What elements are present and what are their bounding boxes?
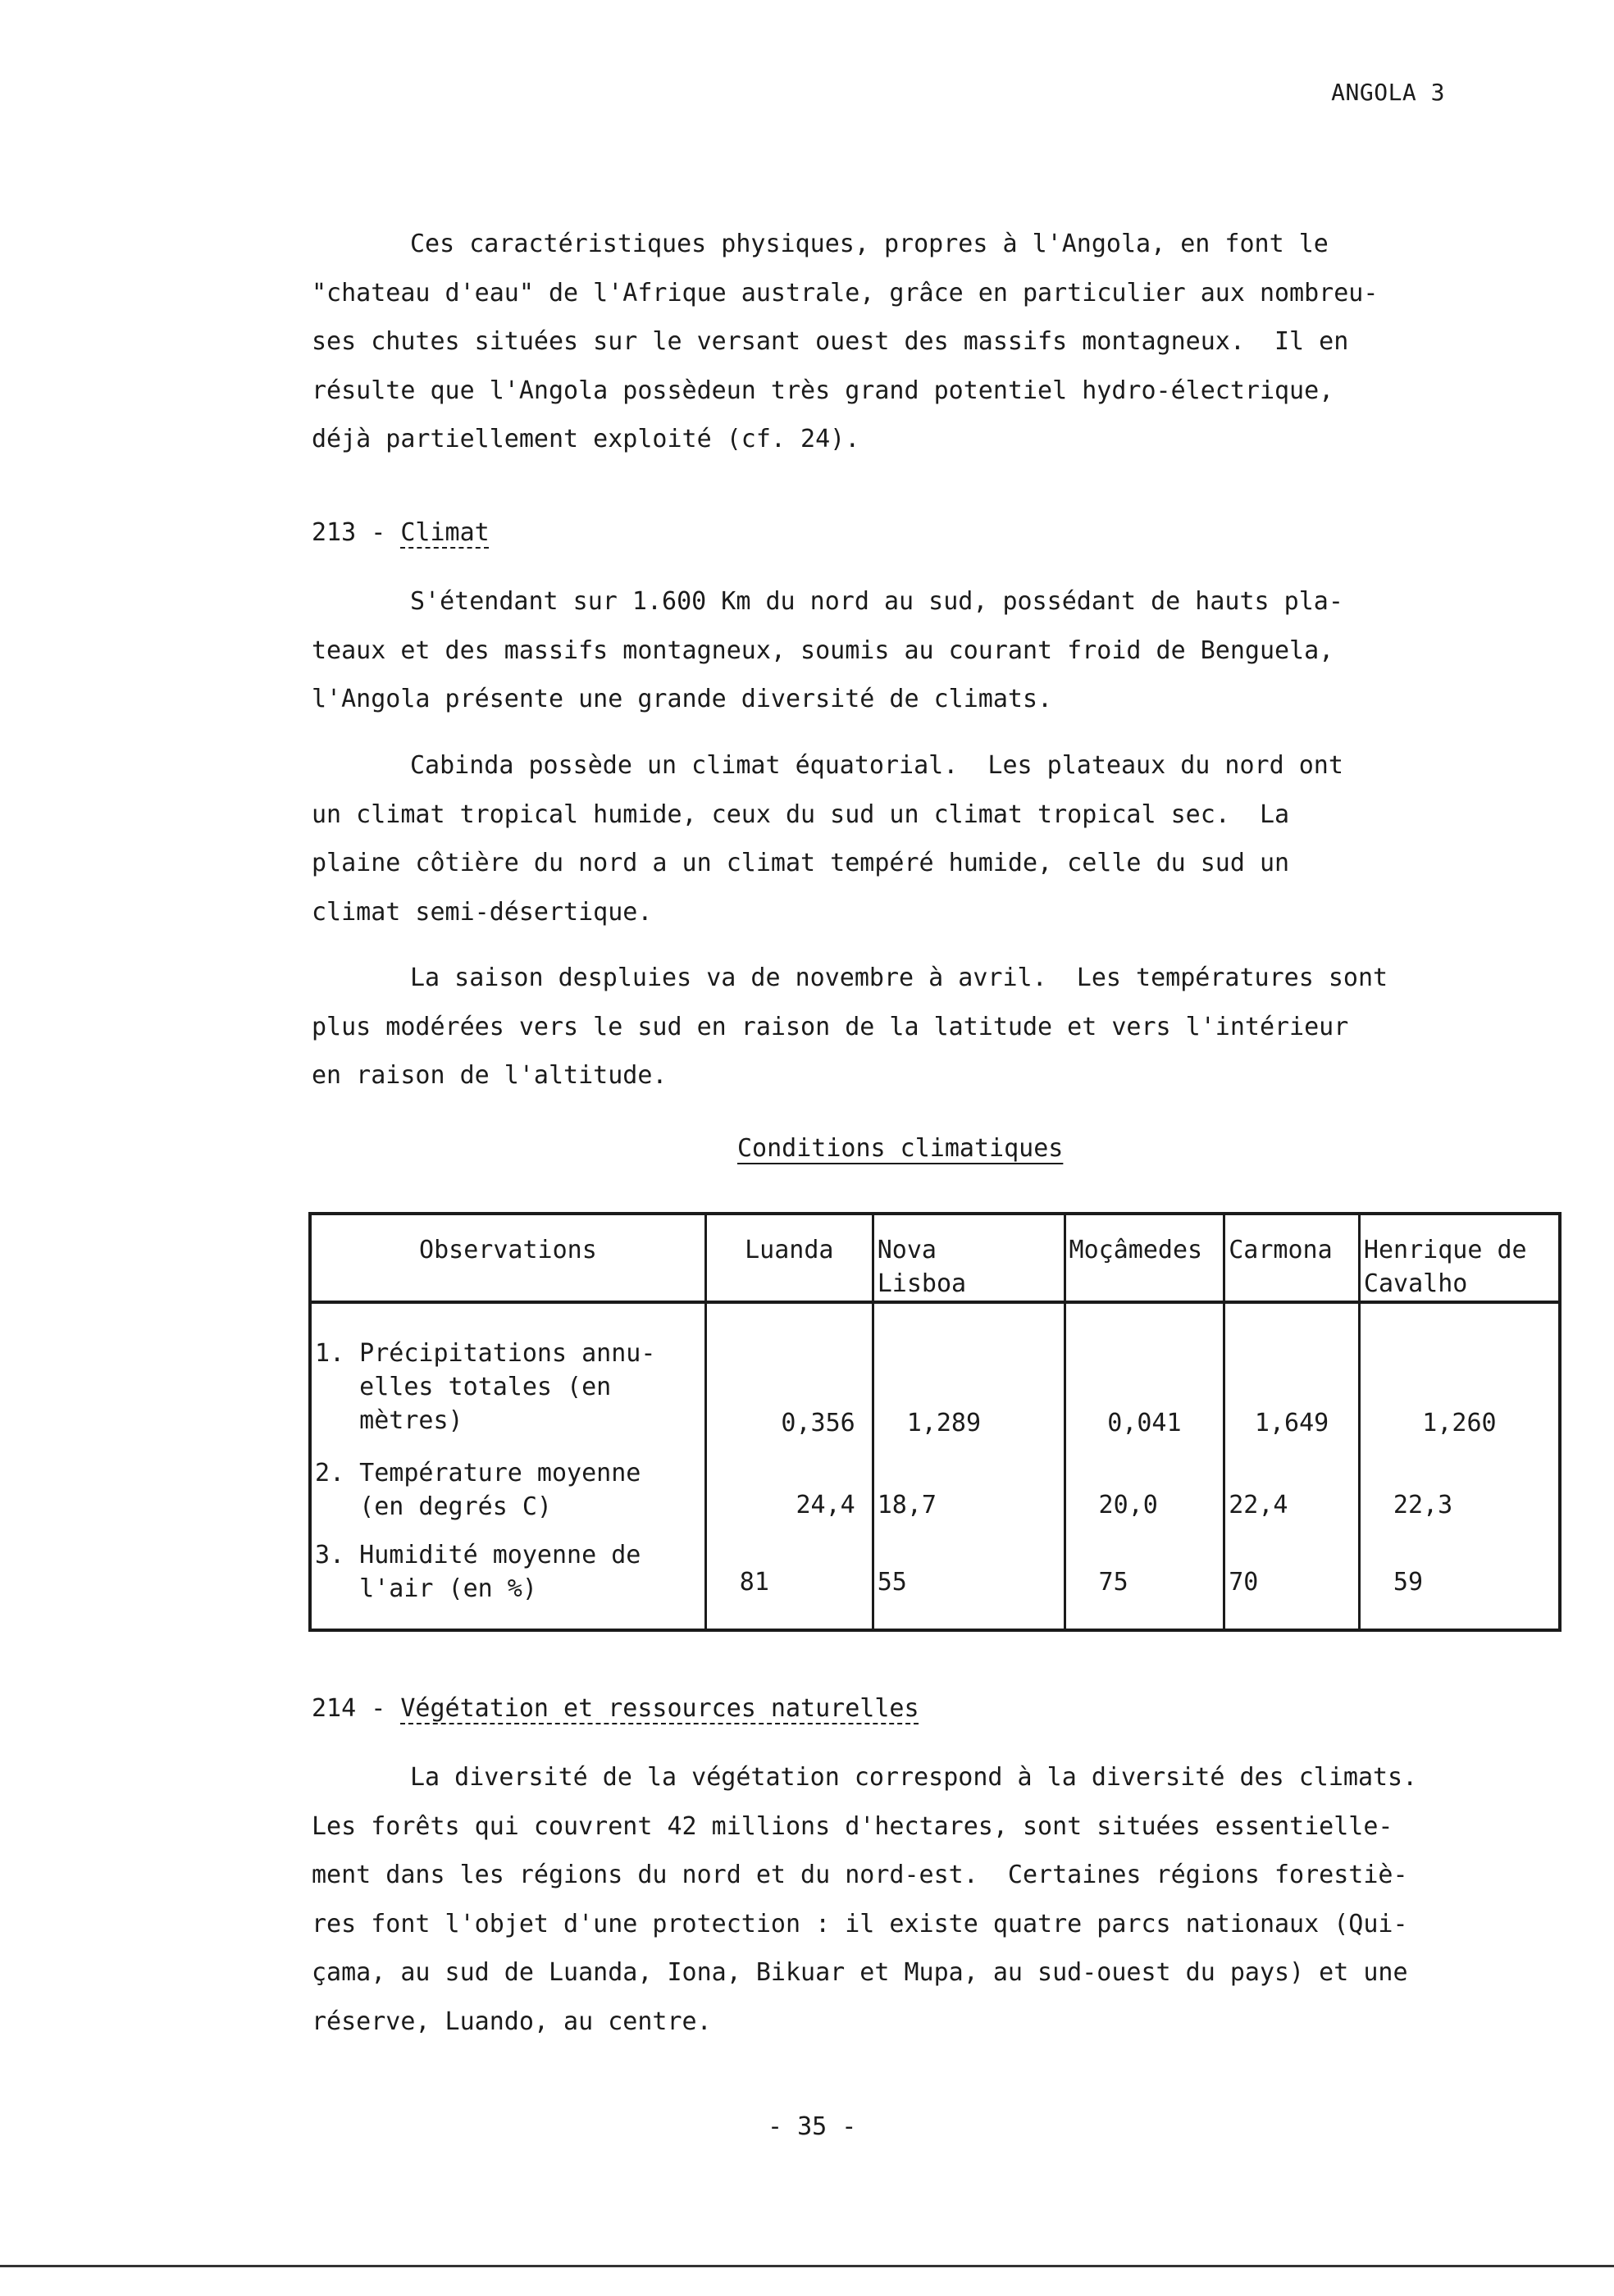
text-line: climat semi-désertique. [312,897,653,927]
table-cell: 0,356 [705,1302,873,1446]
intro-paragraph [312,220,1542,464]
text-line: résulte que l'Angola possèdeun très grand potentiel hydro-électrique, [312,376,1334,405]
column-header-henrique-de-cavalho: Henrique de Cavalho [1359,1214,1560,1302]
column-header-nova-lisboa: Nova Lisboa [873,1214,1065,1302]
table-cell: 70 [1224,1528,1360,1630]
table-cell: 1,289 [873,1302,1065,1446]
table-cell: 22,3 [1359,1446,1560,1528]
table-cell: 20,0 [1065,1446,1224,1528]
text-line: plus modérées vers le sud en raison de la latitude et vers l'intérieur [312,1012,1349,1041]
text-line: plaine côtière du nord a un climat tempéré humide, celle du sud un [312,849,1290,877]
table-cell: 22,4 [1224,1446,1360,1528]
section-213-heading [312,518,490,547]
column-header-mocamedes: Moçâmedes [1065,1214,1224,1302]
climate-paragraph-3 [312,954,1542,1100]
vegetation-paragraph [312,1753,1542,2046]
table-cell: 59 [1359,1528,1560,1630]
text-line: ses chutes situées sur le versant ouest des massifs montagneux. Il en [312,327,1349,356]
text-line: çama, au sud de Luanda, Iona, Bikuar et Mupa, au sud-ouest du pays) et une [312,1958,1408,1987]
column-header-luanda: Luanda [705,1214,873,1302]
climate-paragraph-2 [312,741,1542,936]
page-number: - 35 - [768,2112,857,2141]
row-label: 1. Précipitations annu- elles totales (en mètres) [310,1302,705,1446]
text-line: l'Angola présente une grande diversité de climats. [312,685,1053,713]
row-label: 2. Température moyenne (en degrés C) [310,1446,705,1528]
table-title: Conditions climatiques [737,1134,1064,1163]
table-cell: 75 [1065,1528,1224,1630]
table-row [310,1302,1560,1446]
bottom-rule [0,2265,1614,2267]
text-line: déjà partiellement exploité (cf. 24). [312,425,860,453]
climate-table [308,1212,1562,1632]
text-line: Ces caractéristiques physiques, propres à l'Angola, en font le [410,230,1329,258]
text-line: en raison de l'altitude. [312,1061,668,1090]
table-cell: 18,7 [873,1446,1065,1528]
climate-paragraph-1 [312,577,1542,724]
table-cell: 1,649 [1224,1302,1360,1446]
text-line: "chateau d'eau" de l'Afrique australe, grâce en particulier aux nombreu- [312,278,1379,308]
text-line: La saison despluies va de novembre à avril. Les températures sont [410,963,1388,992]
text-line: ment dans les régions du nord et du nord-est. Certaines régions forestiè- [312,1861,1408,1889]
table-row [310,1446,1560,1528]
table-cell: 55 [873,1528,1065,1630]
table-header-row [310,1214,1560,1302]
section-number: 213 - [312,518,401,547]
text-line: réserve, Luando, au centre. [312,2007,712,2036]
section-title: Végétation et ressources naturelles [400,1694,919,1723]
section-214-heading [312,1694,919,1723]
table-cell: 0,041 [1065,1302,1224,1446]
column-header-carmona: Carmona [1224,1214,1360,1302]
row-label: 3. Humidité moyenne de l'air (en %) [310,1528,705,1630]
table-cell: 24,4 [705,1446,873,1528]
text-line: La diversité de la végétation correspond à la diversité des climats. [410,1763,1418,1792]
section-title: Climat [400,518,490,547]
section-number: 214 - [312,1694,401,1723]
table-cell: 1,260 [1359,1302,1560,1446]
running-header: ANGOLA 3 [1331,79,1445,106]
text-line: res font l'objet d'une protection : il existe quatre parcs nationaux (Qui- [312,1909,1408,1938]
text-line: teaux et des massifs montagneux, soumis au courant froid de Benguela, [312,636,1334,665]
table-cell: 81 [705,1528,873,1630]
text-line: Les forêts qui couvrent 42 millions d'hectares, sont situées essentielle- [312,1811,1393,1841]
table-row [310,1528,1560,1630]
text-line: Cabinda possède un climat équatorial. Les plateaux du nord ont [410,751,1343,780]
column-header-observations: Observations [310,1214,705,1302]
text-line: un climat tropical humide, ceux du sud un climat tropical sec. La [312,800,1290,829]
text-line: S'étendant sur 1.600 Km du nord au sud, possédant de hauts pla- [410,587,1343,616]
